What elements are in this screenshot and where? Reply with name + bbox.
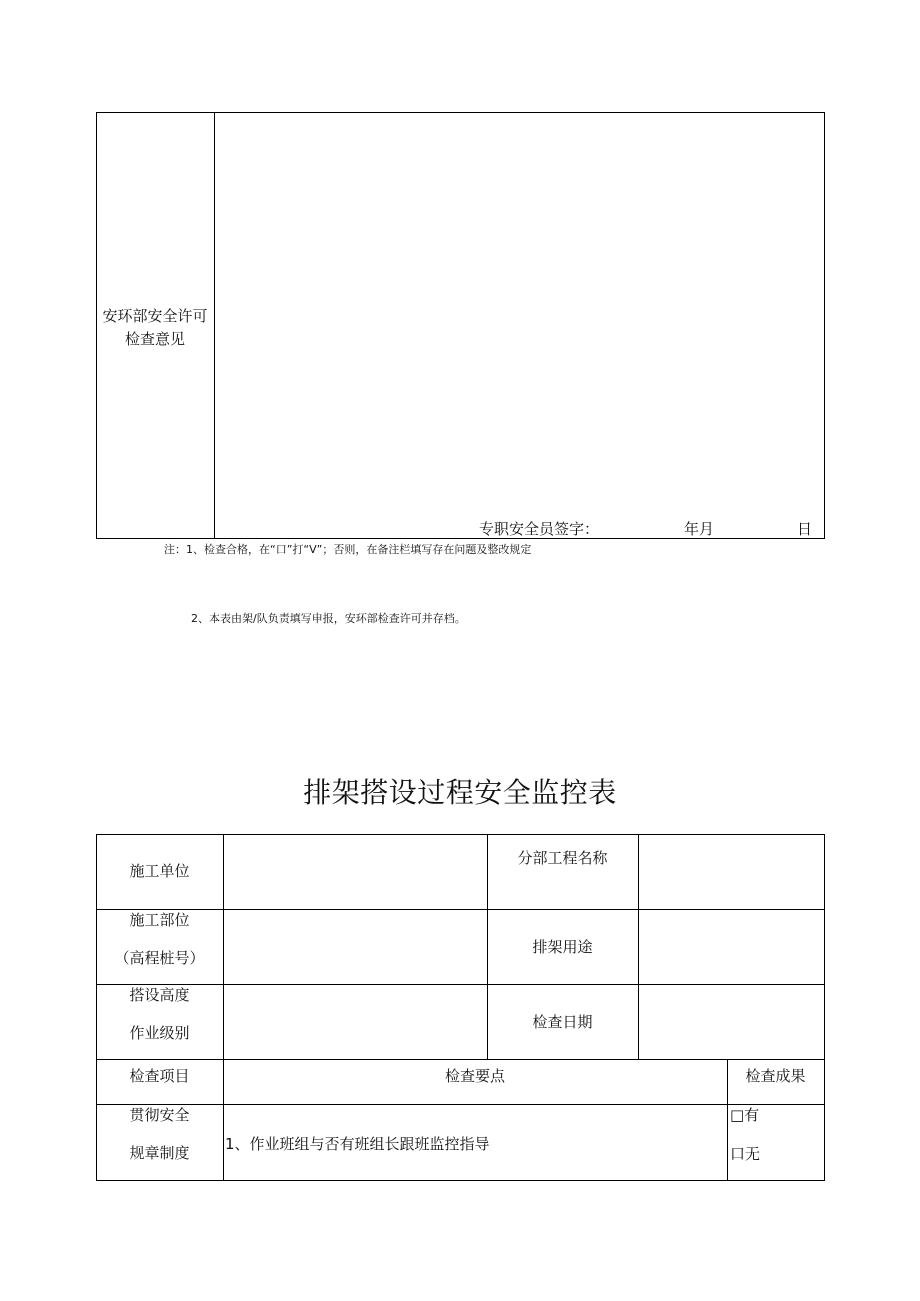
sub-project-name-label: 分部工程名称 (517, 849, 608, 867)
signature-year-month: 年月 (684, 520, 715, 538)
form-line-row3 (96, 1059, 825, 1060)
construction-location-label: 施工部位 (129, 911, 190, 929)
permit-opinion-label-line2: 检查意见 (124, 330, 185, 348)
permit-opinion-label-line1: 安环部安全许可 (102, 307, 208, 325)
inspection-date-label: 检查日期 (532, 1013, 593, 1031)
form-line-right (824, 834, 825, 1181)
note-2: 2、本表由架/队负责填写申报，安环部检查许可并存档。 (191, 612, 466, 625)
scaffold-purpose-label: 排架用途 (532, 938, 593, 956)
inspection-points-header: 检查要点 (444, 1067, 505, 1085)
inspection-item-header: 检查项目 (129, 1067, 190, 1085)
note-1: 注：1、检查合格，在“口”打“V”；否则，在备注栏填写存在问题及整改规定 (164, 543, 532, 556)
form-line-top (96, 834, 825, 835)
inspection-result-header: 检查成果 (745, 1067, 806, 1085)
signature-day: 日 (797, 520, 813, 538)
inspection-point-text: 1、作业班组与否有班组长跟班监控指导 (225, 1135, 490, 1153)
form-title: 排架搭设过程安全监控表 (303, 776, 617, 809)
table-border-right (824, 112, 825, 539)
item-safety-rules-line1: 贯彻安全 (129, 1106, 190, 1124)
form-line-col3 (638, 834, 639, 1060)
item-safety-rules-line2: 规章制度 (129, 1144, 190, 1162)
construction-unit-label: 施工单位 (129, 862, 190, 880)
table-border-bottom (96, 538, 825, 539)
form-line-col1 (223, 834, 224, 1181)
form-line-bottom (96, 1180, 825, 1181)
elevation-stake-label: （高程桩号） (114, 949, 205, 967)
work-level-label: 作业级别 (129, 1024, 190, 1042)
result-option-no[interactable]: 口无 (730, 1145, 761, 1163)
table-divider-vertical (214, 112, 215, 539)
erection-height-label: 搭设高度 (129, 986, 190, 1004)
form-line-left (96, 834, 97, 1181)
safety-officer-signature-label: 专职安全员签字： (479, 520, 600, 538)
result-option-yes[interactable]: □有 (730, 1106, 760, 1124)
table-border-top (96, 112, 825, 113)
